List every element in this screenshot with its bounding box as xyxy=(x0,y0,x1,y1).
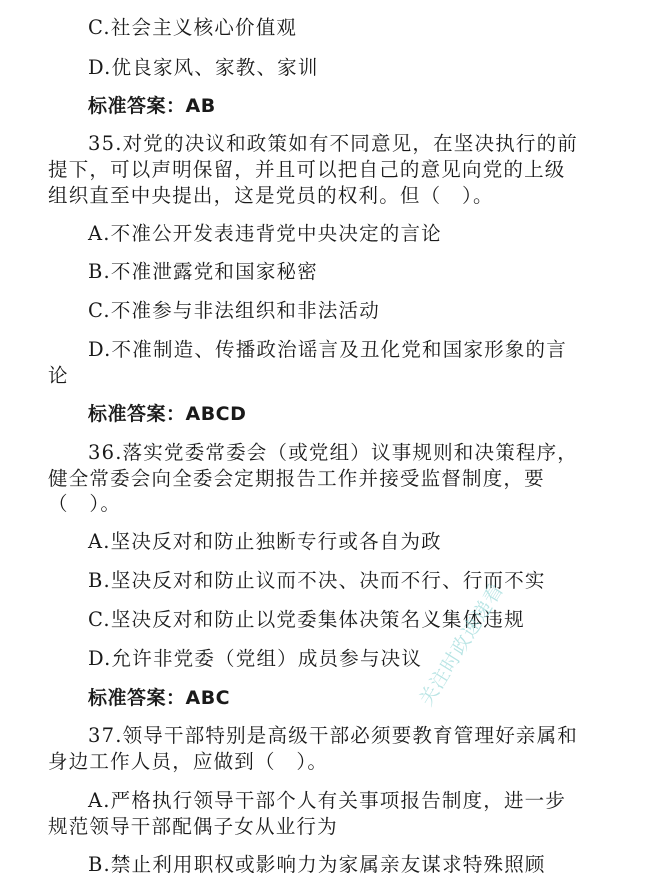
watermark: 关注时政速递看 xyxy=(415,579,509,710)
q35-option-d-line-1: D.不准制造、传播政治谣言及丑化党和国家形象的言 xyxy=(88,338,567,361)
q36-stem-line-3: （ ）。 xyxy=(48,492,122,515)
q37-option-a-line-2: 规范领导干部配偶子女从业行为 xyxy=(48,815,338,838)
q36-option-c: C.坚决反对和防止以党委集体决策名义集体违规 xyxy=(88,608,525,631)
q37-option-b: B.禁止利用职权或影响力为家属亲友谋求特殊照顾 xyxy=(88,853,546,876)
q35-option-b: B.不准泄露党和国家秘密 xyxy=(88,260,318,283)
q37-stem-line-2: 身边工作人员，应做到（ ）。 xyxy=(48,750,329,773)
q36-answer: 标准答案：ABC xyxy=(88,687,231,709)
q36-stem-line-1: 36.落实党委常委会（或党组）议事规则和决策程序， xyxy=(88,441,579,464)
q34-answer: 标准答案：AB xyxy=(88,95,216,117)
q35-option-c: C.不准参与非法组织和非法活动 xyxy=(88,299,380,322)
q35-option-a: A.不准公开发表违背党中央决定的言论 xyxy=(88,222,442,245)
q35-stem-line-2: 提下，可以声明保留，并且可以把自己的意见向党的上级 xyxy=(48,158,566,181)
q34-option-d: D.优良家风、家教、家训 xyxy=(88,56,319,79)
q37-stem-line-1: 37.领导干部特别是高级干部必须要教育管理好亲属和 xyxy=(88,724,579,747)
q36-option-b: B.坚决反对和防止议而不决、决而不行、行而不实 xyxy=(88,569,546,592)
q35-option-d-line-2: 论 xyxy=(48,364,69,387)
q37-option-a-line-1: A.严格执行领导干部个人有关事项报告制度，进一步 xyxy=(88,789,567,812)
q35-stem-line-1: 35.对党的决议和政策如有不同意见，在坚决执行的前 xyxy=(88,132,579,155)
q34-option-c: C.社会主义核心价值观 xyxy=(88,16,298,39)
q35-stem-line-3: 组织直至中央提出，这是党员的权利。但（ ）。 xyxy=(48,184,494,207)
q36-option-d: D.允许非党委（党组）成员参与决议 xyxy=(88,647,423,670)
q36-stem-line-2: 健全常委会向全委会定期报告工作并接受监督制度，要 xyxy=(48,467,545,490)
q36-option-a: A.坚决反对和防止独断专行或各自为政 xyxy=(88,530,442,553)
q35-answer: 标准答案：ABCD xyxy=(88,403,247,425)
